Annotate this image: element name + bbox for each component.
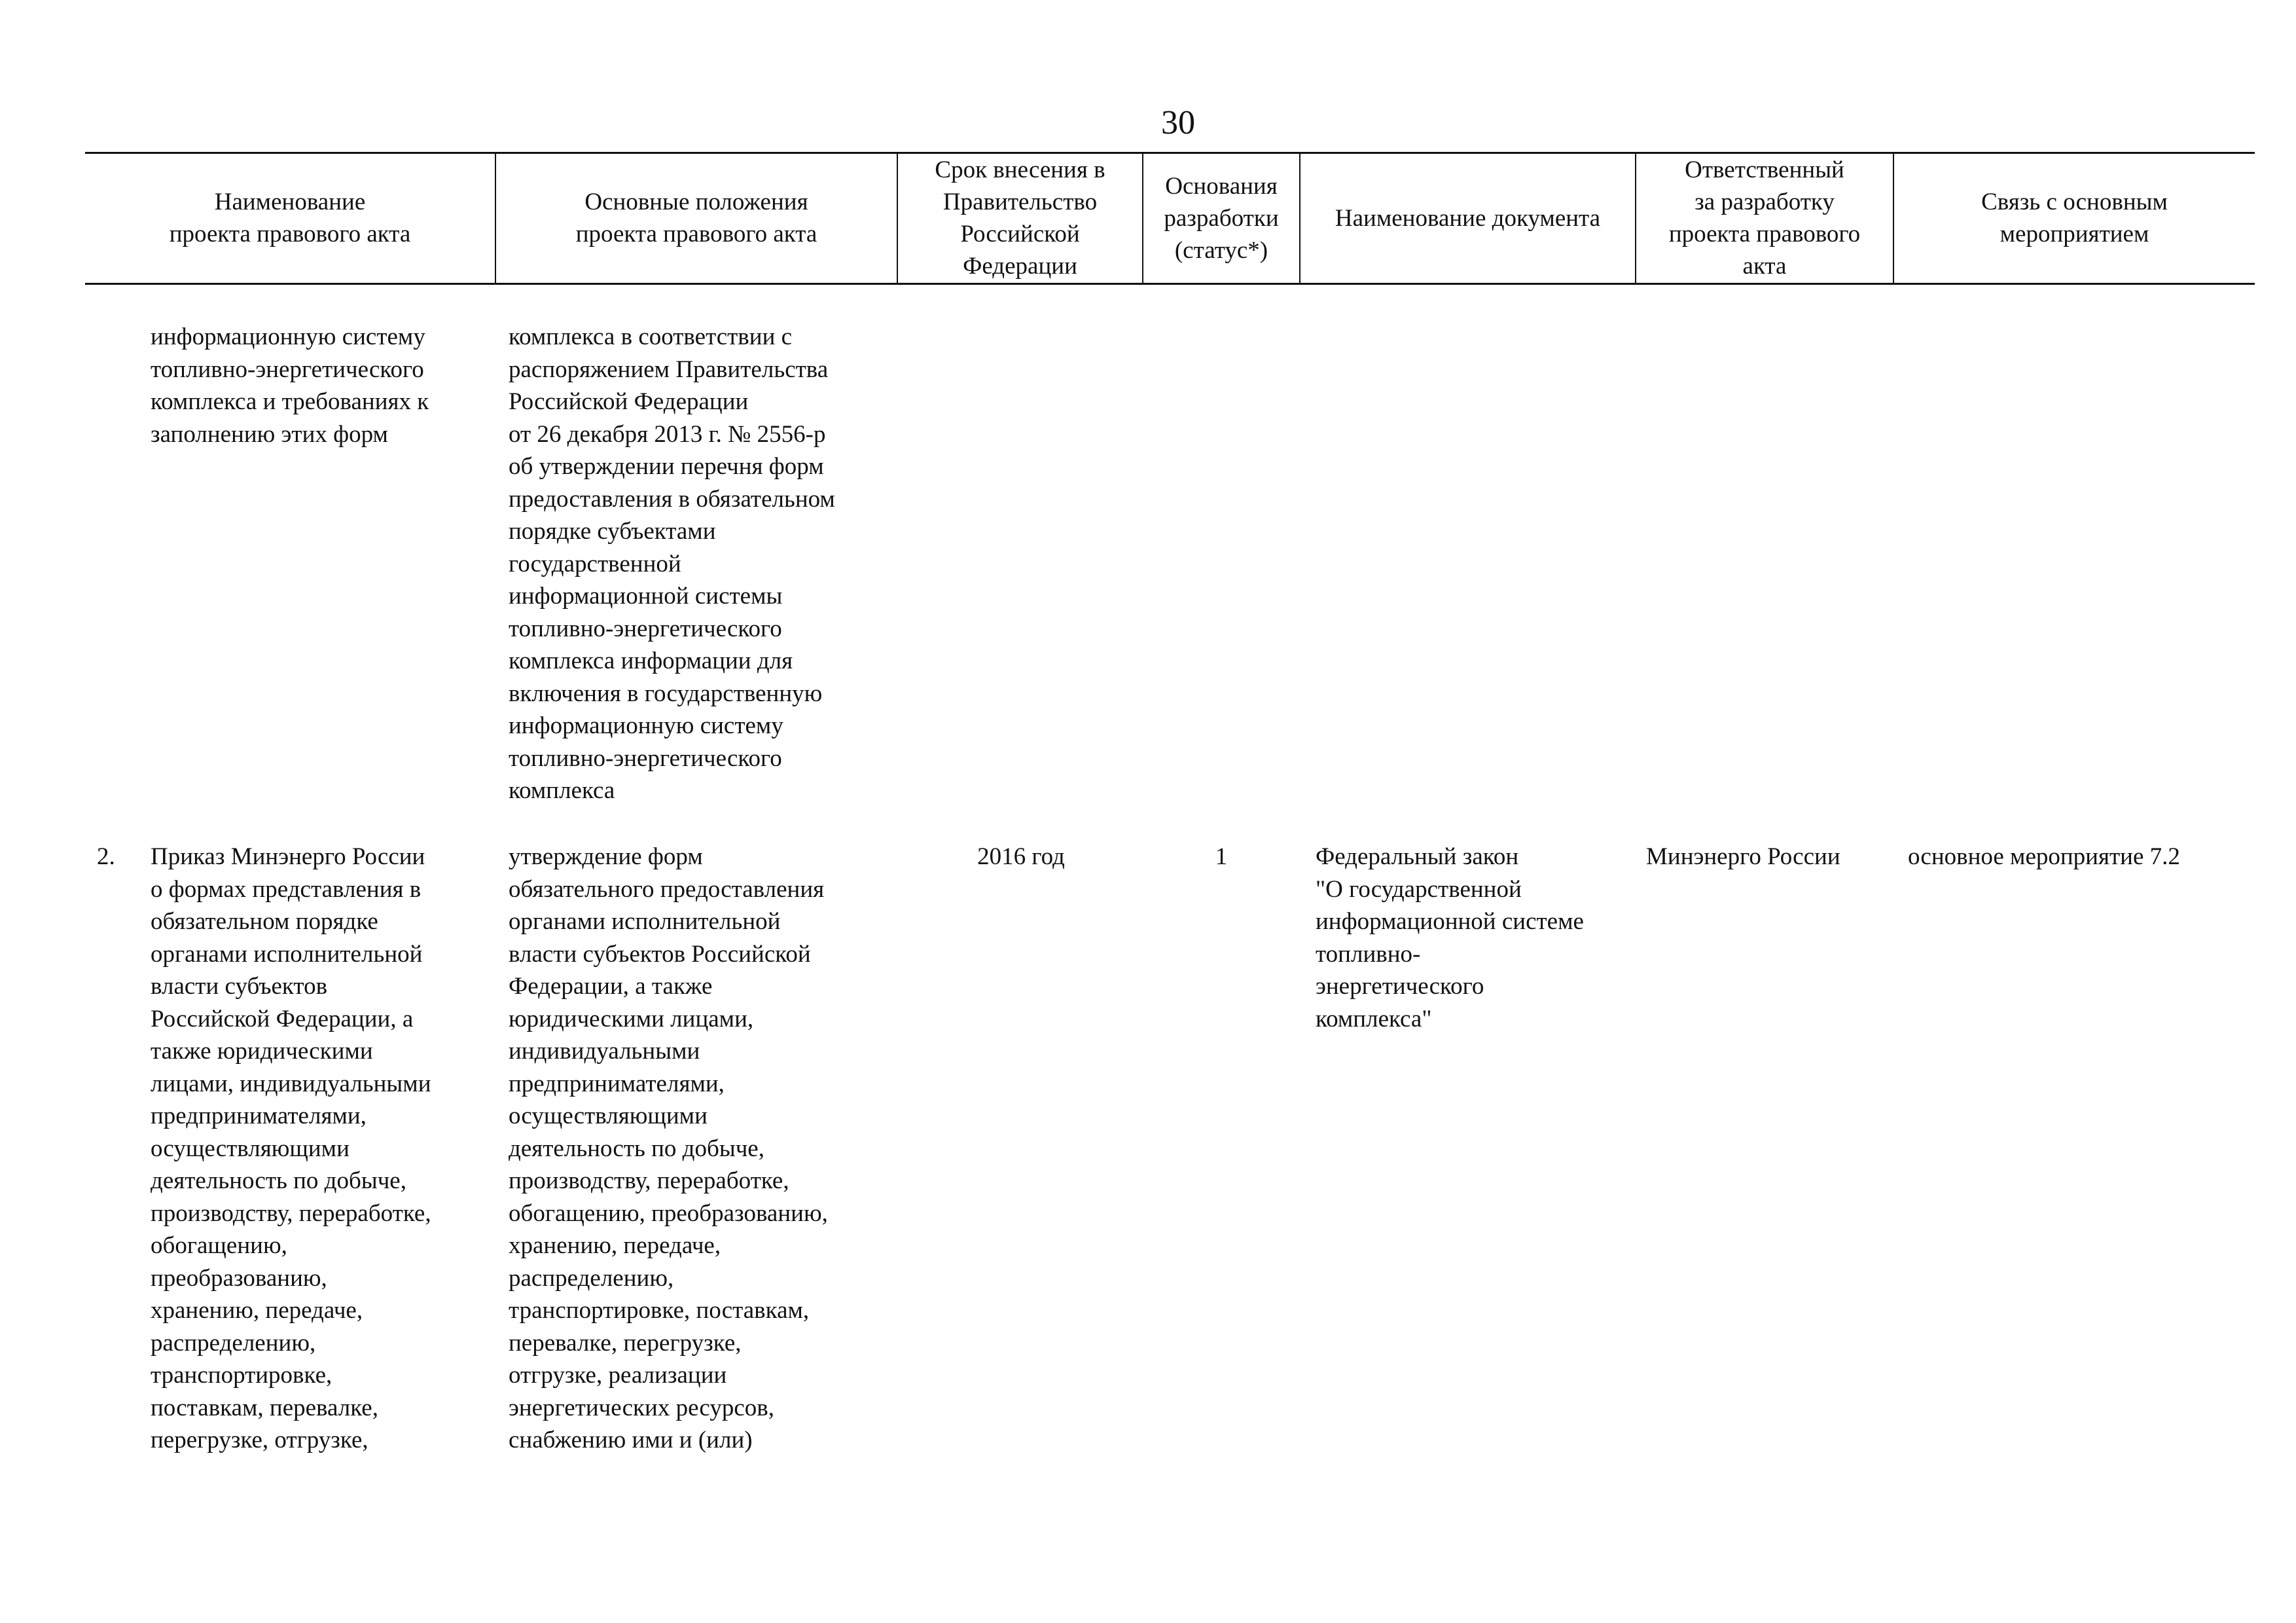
table-header-bottom-rule [85, 283, 2255, 285]
row-2-number: 2. [97, 843, 115, 870]
row-2-responsible: Минэнерго России [1646, 843, 1840, 870]
header-basis-status: Основания разработки (статус*) [1164, 172, 1279, 264]
row-2-document: Федеральный закон "О государственной информационной системе топливно- энергетического комплекса" [1316, 843, 1584, 1032]
continued-row-name: информационную систему топливно-энергетического комплекса и требованиях к заполнению этих форм [151, 323, 429, 448]
table-header-top-rule [85, 152, 2255, 154]
row-2-deadline: 2016 год [977, 843, 1065, 870]
header-document-name: Наименование документа [1335, 204, 1601, 232]
page-number: 30 [1161, 104, 1195, 141]
continued-row-provisions: комплекса в соответствии с распоряжением Правительства Российской Федерации от 26 декабря 2013 г. № 2556-р об утверждении перечня форм предоставления в обязательном порядке субъектами государственной информационной системы топливно-энергетического комплекса информации для включения в государственную информационную систему топливно-энергетического комплекса [509, 323, 835, 804]
row-2-basis: 1 [1215, 843, 1228, 870]
header-main-provisions: Основные положения проекта правового акта [575, 189, 817, 247]
header-link-to-main-activity: Связь с основным мероприятием [1981, 189, 2168, 247]
header-project-name: Наименование проекта правового акта [169, 189, 411, 247]
row-2-link: основное мероприятие 7.2 [1908, 843, 2180, 870]
header-responsible: Ответственный за разработку проекта правового акта [1668, 156, 1861, 280]
row-2-name: Приказ Минэнерго России о формах представления в обязательном порядке органами исполнительной власти субъектов Российской Федерации, а также юридическими лицами, индивидуальными предпринимателями, осуществляющими деятельность по добыче, производству, переработке, обогащению, преобразованию, хранению, передаче, распределению, транспортировке, поставкам, перевалке, перегрузке, отгрузке, [151, 843, 431, 1453]
row-2-provisions: утверждение форм обязательного предоставления органами исполнительной власти субъектов Российской Федерации, а также юридическими лицами, индивидуальными предпринимателями, осуществляющими деятельность по добыче, производству, переработке, обогащению, преобразованию, хранению, передаче, распределению, транспортировке, поставкам, перевалке, перегрузке, отгрузке, реализации энергетических ресурсов, снабжению ими и (или) [509, 843, 828, 1453]
header-submission-deadline: Срок внесения в Правительство Российской Федерации [935, 156, 1105, 280]
